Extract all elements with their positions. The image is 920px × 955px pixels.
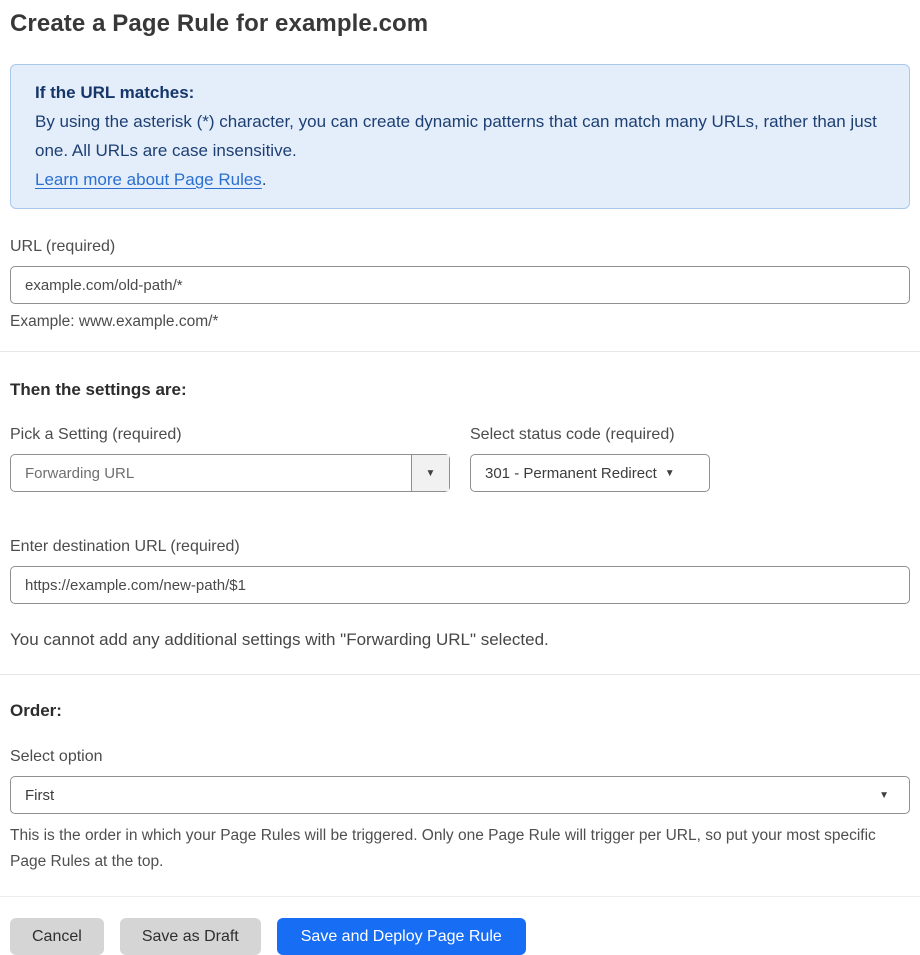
setting-select[interactable] [10, 454, 450, 492]
save-as-draft-button[interactable]: Save as Draft [120, 918, 261, 955]
learn-more-link[interactable]: Learn more about Page Rules [35, 170, 262, 189]
url-input[interactable] [10, 266, 910, 304]
chevron-down-icon: ▼ [425, 467, 436, 479]
divider [0, 896, 920, 897]
chevron-down-icon: ▼ [664, 467, 675, 479]
page-title: Create a Page Rule for example.com [10, 10, 429, 37]
status-select-label: Select status code (required) [470, 426, 675, 443]
order-select-label: Select option [10, 748, 103, 765]
destination-url-label: Enter destination URL (required) [10, 538, 240, 555]
status-select-value: 301 - Permanent Redirect [485, 464, 657, 482]
status-code-select[interactable] [470, 454, 710, 492]
forwarding-url-note: You cannot add any additional settings with "Forwarding URL" selected. [10, 630, 549, 649]
order-select[interactable] [10, 776, 910, 814]
cancel-button[interactable]: Cancel [10, 918, 104, 955]
chevron-down-icon: ▼ [879, 789, 889, 801]
settings-section-heading: Then the settings are: [10, 380, 187, 399]
settings-select-row [10, 426, 910, 492]
info-box-body: By using the asterisk (*) character, you can create dynamic patterns that can match many URLs, rather than just one. All URLs are case insensitive. [35, 112, 877, 160]
divider [0, 351, 920, 352]
setting-select-value: Forwarding URL [25, 464, 135, 482]
order-helper-text: This is the order in which your Page Rules will be triggered. Only one Page Rule will trigger per URL, so put your most specific Page Rules at the top. [10, 827, 876, 870]
destination-url-input[interactable] [10, 566, 910, 604]
form-actions [10, 918, 910, 955]
order-select-value: First [25, 786, 55, 804]
setting-select-arrow-button[interactable] [411, 455, 449, 491]
url-match-info-box [10, 64, 910, 209]
link-suffix: . [261, 170, 267, 189]
info-box-link-line [35, 165, 885, 194]
save-and-deploy-button[interactable]: Save and Deploy Page Rule [277, 918, 526, 955]
setting-select-label: Pick a Setting (required) [10, 426, 182, 443]
url-field-helper: Example: www.example.com/* [10, 313, 219, 330]
order-section-heading: Order: [10, 701, 62, 720]
info-box-heading: If the URL matches: [35, 83, 195, 102]
divider [0, 674, 920, 675]
url-field-label: URL (required) [10, 238, 116, 255]
